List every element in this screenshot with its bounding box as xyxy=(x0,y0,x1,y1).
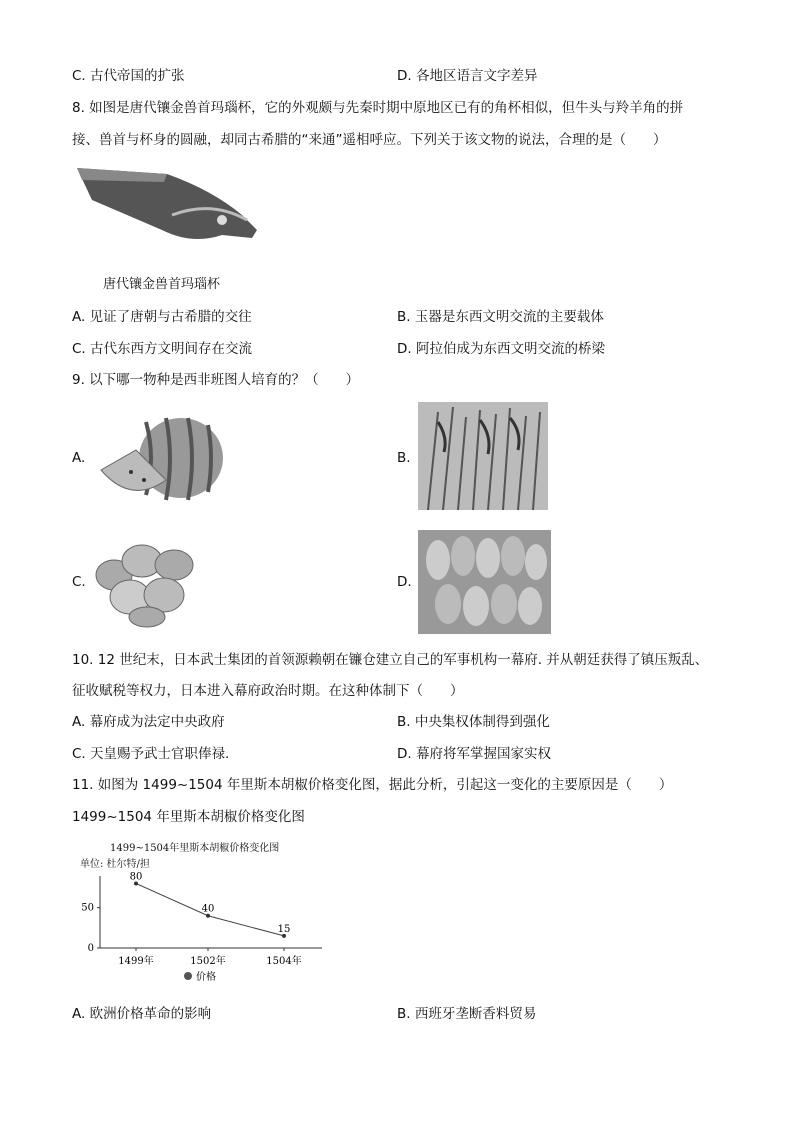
legend-marker xyxy=(184,972,192,980)
x-tick-label: 1499年 xyxy=(118,956,154,967)
q9-label-a: A. xyxy=(72,450,86,466)
q10-stem-line2: 征收赋税等权力，日本进入幕府政治时期。在这种体制下（ ） xyxy=(72,683,464,699)
q11-option-b: B. 西班牙垄断香料贸易 xyxy=(397,1006,537,1022)
rice-plants-image xyxy=(418,402,548,510)
q8-option-d: D. 阿拉伯成为东西文明交流的桥梁 xyxy=(397,341,605,357)
q10-option-a: A. 幕府成为法定中央政府 xyxy=(72,714,225,730)
y-tick-label: 0 xyxy=(87,943,94,954)
q11-figure-title: 1499~1504 年里斯本胡椒价格变化图 xyxy=(72,809,305,825)
q7-option-d: D. 各地区语言文字差异 xyxy=(397,68,538,84)
q10-stem-line1: 10. 12 世纪末，日本武士集团的首领源赖朝在镰仓建立自己的军事机构一幕府. 并从朝廷获得了镇压叛乱、 xyxy=(72,652,709,668)
q11-option-a: A. 欧洲价格革命的影响 xyxy=(72,1006,212,1022)
q8-option-b: B. 玉器是东西文明交流的主要载体 xyxy=(397,309,604,325)
legend-label: 价格 xyxy=(196,972,216,983)
x-tick-label: 1502年 xyxy=(190,956,226,967)
q10-option-d: D. 幕府将军掌握国家实权 xyxy=(397,746,551,762)
y-tick-label: 50 xyxy=(81,902,94,914)
q9-label-d: D. xyxy=(397,574,412,590)
chart-unit-label: 单位: 杜尔特/担 xyxy=(80,859,150,870)
data-label: 80 xyxy=(129,871,143,883)
x-tick-label: 1504年 xyxy=(266,956,302,967)
watermelon-image xyxy=(96,410,226,505)
q8-option-c: C. 古代东西方文明间存在交流 xyxy=(72,341,253,357)
agate-cup-caption: 唐代镶金兽首玛瑙杯 xyxy=(103,277,221,292)
q9-stem: 9. 以下哪一物种是西非班图人培育的？（ ） xyxy=(72,372,360,388)
q10-option-c: C. 天皇赐予武士官职俸禄. xyxy=(72,746,230,762)
q9-label-c: C. xyxy=(72,574,86,590)
data-label: 40 xyxy=(201,903,215,915)
chart-title: 1499~1504年里斯本胡椒价格变化图 xyxy=(110,843,280,854)
q9-label-b: B. xyxy=(397,450,411,466)
q8-stem-line1: 8. 如图是唐代镶金兽首玛瑙杯，它的外观颇与先秦时期中原地区已有的角杯相似，但牛头与羚羊角的拼 xyxy=(72,100,684,116)
potatoes-image xyxy=(92,533,202,628)
q8-option-a: A. 见证了唐朝与古希腊的交往 xyxy=(72,309,252,325)
q11-stem: 11. 如图为 1499~1504 年里斯本胡椒价格变化图，据此分析，引起这一变化的主要原因是（ ） xyxy=(72,777,673,793)
pepper-price-chart xyxy=(72,866,332,986)
agate-cup-image xyxy=(72,160,267,250)
data-label: 15 xyxy=(277,923,291,935)
q7-option-c: C. 古代帝国的扩张 xyxy=(72,68,185,84)
q10-option-b: B. 中央集权体制得到强化 xyxy=(397,714,550,730)
q8-stem-line2: 接、兽首与杯身的圆融，却同古希腊的“来通”遥相呼应。下列关于该文物的说法，合理的是（ ） xyxy=(72,132,667,148)
yams-image xyxy=(418,530,551,634)
